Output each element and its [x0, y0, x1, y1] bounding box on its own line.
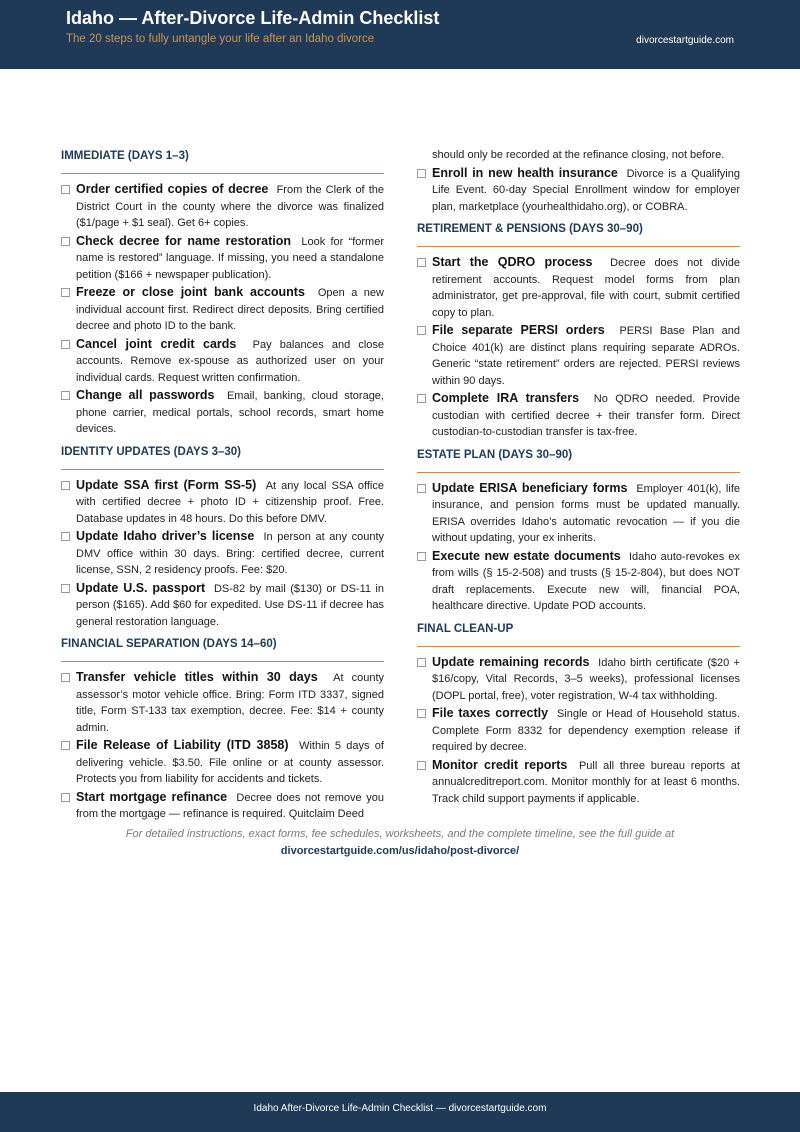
checklist-item-description: Divorce is a Qualifying Life Event. 60-day Special Enrollment window for employer plan, marketplace (yourhealthidaho.org), or COBRA. [432, 167, 740, 213]
guide-reference [0, 826, 800, 859]
checklist-item-description: PERSI Base Plan and Choice 401(k) are distinct plans requiring separate ADROs. Generic “state retirement” orders are rejected. PERSI reviews within 90 days. [432, 325, 740, 387]
section-heading-identity: IDENTITY UPDATES (DAYS 3–30) [61, 445, 242, 458]
footer-text: Idaho After-Divorce Life-Admin Checklist — divorcestartguide.com [253, 1103, 547, 1114]
checklist-item-description: Employer 401(k), life insurance, and pension forms must be updated manually. ERISA overrides Idaho’s automatic revocation — if you die without updating, your ex inherits. [432, 482, 740, 544]
checklist-item-description: Idaho auto-revokes ex from wills (§ 15-2-508) and trusts (§ 15-2-804), but does NOT draft replacements. Execute new will, financial POA, healthcare directive. Update POD accounts. [432, 550, 740, 612]
checklist-item-title: Transfer vehicle titles within 30 days [76, 670, 318, 684]
checklist-item-title: Start the QDRO process [432, 255, 593, 269]
checklist-item-description: Within 5 days of delivering vehicle. $3.50. File online or at county assessor. Protects you from liability for accidents and tickets. [76, 740, 384, 785]
section-heading-estate: ESTATE PLAN (DAYS 30–90) [417, 448, 573, 461]
right-column [417, 147, 740, 808]
section-divider [61, 173, 384, 174]
checklist-item [417, 480, 740, 547]
checklist-item-description: At any local SSA office with certified decree + photo ID + citizenship proof. Free. Database updates in 48 hours. Do this before DMV. [76, 479, 384, 525]
checklist-item-title: Update Idaho driver’s license [76, 529, 255, 543]
checklist-item [61, 284, 384, 335]
section-heading-final: FINAL CLEAN-UP [417, 622, 514, 635]
checklist-item-title: Change all passwords [76, 388, 215, 402]
checklist-item-title: Complete IRA transfers [432, 391, 580, 405]
section-heading-financial: FINANCIAL SEPARATION (DAYS 14–60) [61, 638, 277, 650]
section-divider [61, 661, 384, 662]
section-heading-immediate: IMMEDIATE (DAYS 1–3) [61, 150, 189, 162]
checklist-item-title: Enroll in new health insurance [432, 165, 618, 180]
checklist-item-title: File separate PERSI orders [432, 323, 605, 337]
section-divider [417, 472, 740, 473]
checklist-item-title: File taxes correctly [432, 706, 549, 720]
checklist-item-title: Cancel joint credit cards [76, 336, 237, 351]
checklist-item-description: Pull all three bureau reports at annualcreditreport.com. Monitor monthly for at least 6 months. Track child support payments if applicable. [432, 759, 740, 805]
checklist-item [417, 757, 740, 808]
checklist-item-description: Single or Head of Household status. Complete Form 8332 for dependency exemption release if required by decree. [432, 708, 740, 753]
page-subtitle: The 20 steps to fully untangle your life after an Idaho divorce [66, 33, 375, 45]
guide-reference-text: For detailed instructions, exact forms, fee schedules, worksheets, and the complete timeline, see the full guide at [125, 828, 675, 840]
checklist-item-title: Execute new estate documents [432, 548, 621, 563]
checklist-item-title: File Release of Liability (ITD 3858) [76, 738, 289, 752]
checklist-retirement [417, 254, 740, 441]
checklist-item [417, 705, 740, 756]
checklist-item-title: Check decree for name restoration [76, 233, 291, 248]
section-divider [417, 246, 740, 247]
checklist-item-description: DS-82 by mail ($130) or DS-11 in person ($165). Add $60 for expedited. Use DS-11 if decree has general restoration language. [76, 582, 384, 628]
checklist-item [417, 654, 740, 705]
checkbox[interactable] [417, 761, 426, 770]
section-divider [61, 469, 384, 470]
checkbox[interactable] [417, 394, 426, 403]
checklist-item-description: Idaho birth certificate ($20 + $16/copy, Vital Records, 3–5 weeks), professional licenses (DOPL portal, free), voter registration, W-4 tax withholding. [432, 656, 740, 702]
checklist-item-description: No QDRO needed. Provide custodian with certified decree + their transfer form. Direct custodian-to-custodian transfer is tax-free. [432, 393, 740, 438]
checklist-item [61, 233, 384, 284]
checklist-item-title: Update remaining records [432, 654, 590, 669]
checklist-item [61, 336, 384, 387]
checklist-item [61, 789, 384, 823]
checklist-item-title: Start mortgage refinance [76, 789, 228, 804]
checkbox[interactable] [61, 532, 70, 541]
checkbox[interactable] [61, 741, 70, 750]
section-divider [417, 646, 740, 647]
checkbox[interactable] [61, 391, 70, 400]
checkbox[interactable] [61, 481, 70, 490]
checkbox[interactable] [61, 185, 70, 194]
checklist-item [61, 669, 384, 736]
page-title: Idaho — After-Divorce Life-Admin Checklist [66, 8, 440, 28]
checklist-financial [61, 669, 384, 823]
checkbox[interactable] [61, 793, 70, 802]
checklist-item [61, 387, 384, 438]
checklist-item [417, 322, 740, 389]
checkbox[interactable] [61, 288, 70, 297]
checklist-item-description: Decree does not remove you from the mortgage — refinance is required. Quitclaim Deed [76, 791, 384, 820]
checklist-item [417, 548, 740, 615]
checklist-estate [417, 480, 740, 615]
site-name: divorcestartguide.com [636, 35, 734, 46]
checkbox[interactable] [417, 326, 426, 335]
checklist-item-title: Order certified copies of decree [76, 182, 269, 196]
checklist-item-continued [417, 147, 740, 164]
checklist-immediate [61, 181, 384, 438]
checklist-item [61, 528, 384, 579]
checkbox[interactable] [417, 552, 426, 561]
checklist-item-title: Update ERISA beneficiary forms [432, 480, 628, 495]
checklist-item-description: Decree does not divide retirement accounts. Request model forms from plan administrator, get pre-approval, file with court, submit certified copy to plan. [432, 257, 741, 319]
checklist-item [61, 580, 384, 631]
checklist-item-title: Update U.S. passport [76, 580, 206, 595]
guide-link[interactable]: divorcestartguide.com/us/idaho/post-divorce/ [280, 845, 520, 857]
checklist-item [61, 181, 384, 232]
checkbox[interactable] [61, 340, 70, 349]
checklist-item-description: should only be recorded at the refinance closing, not before. [432, 149, 725, 161]
checklist-item-description: From the Clerk of the District Court in the county where the divorce was finalized ($1/page + $1 seal). Get 6+ copies. [76, 184, 384, 229]
checklist-item [417, 254, 740, 321]
checklist-item-description: In person at any county DMV office within 30 days. Bring: certified decree, current license, SSN, 2 residency proofs. Fee: $20. [76, 531, 385, 576]
checklist-financial-continued [417, 147, 740, 215]
checklist-item [417, 165, 740, 216]
page-footer [0, 1092, 800, 1132]
left-column [61, 147, 384, 824]
checklist-item-title: Freeze or close joint bank accounts [76, 285, 305, 299]
checkbox[interactable] [417, 169, 426, 178]
checklist-item-description: At county assessor’s motor vehicle office. Bring: Form ITD 3337, signed title, Form ST-133 tax exemption, decree. Fee: $14 + county admin. [76, 672, 384, 734]
checkbox[interactable] [417, 658, 426, 667]
checkbox[interactable] [61, 237, 70, 246]
checkbox[interactable] [417, 258, 426, 267]
page-header [0, 0, 800, 69]
checkbox[interactable] [417, 709, 426, 718]
checklist-item [61, 737, 384, 788]
checklist-item-title: Update SSA first (Form SS-5) [76, 477, 257, 492]
checklist-item-description: Open a new individual account first. Redirect direct deposits. Bring certified decree and photo ID to the bank. [76, 287, 384, 332]
checklist-item [61, 477, 384, 528]
checklist-item-title: Monitor credit reports [432, 757, 568, 772]
checklist-item [417, 390, 740, 441]
checklist-item-description: Look for “former name is restored” language. If missing, you need a standalone petition ($166 + newspaper publication). [76, 235, 384, 281]
checklist-item-description: Email, banking, cloud storage, phone carrier, medical portals, school records, smart home devices. [76, 390, 384, 435]
checklist-identity [61, 477, 384, 631]
checklist-final [417, 654, 740, 808]
checkbox[interactable] [61, 584, 70, 593]
section-heading-retirement: RETIREMENT & PENSIONS (DAYS 30–90) [417, 223, 643, 235]
checklist-item-description: Pay balances and close accounts. Remove ex-spouse as authorized user on your individual cards. Request written confirmation. [76, 338, 384, 384]
checkbox[interactable] [417, 484, 426, 493]
checkbox[interactable] [61, 673, 70, 682]
